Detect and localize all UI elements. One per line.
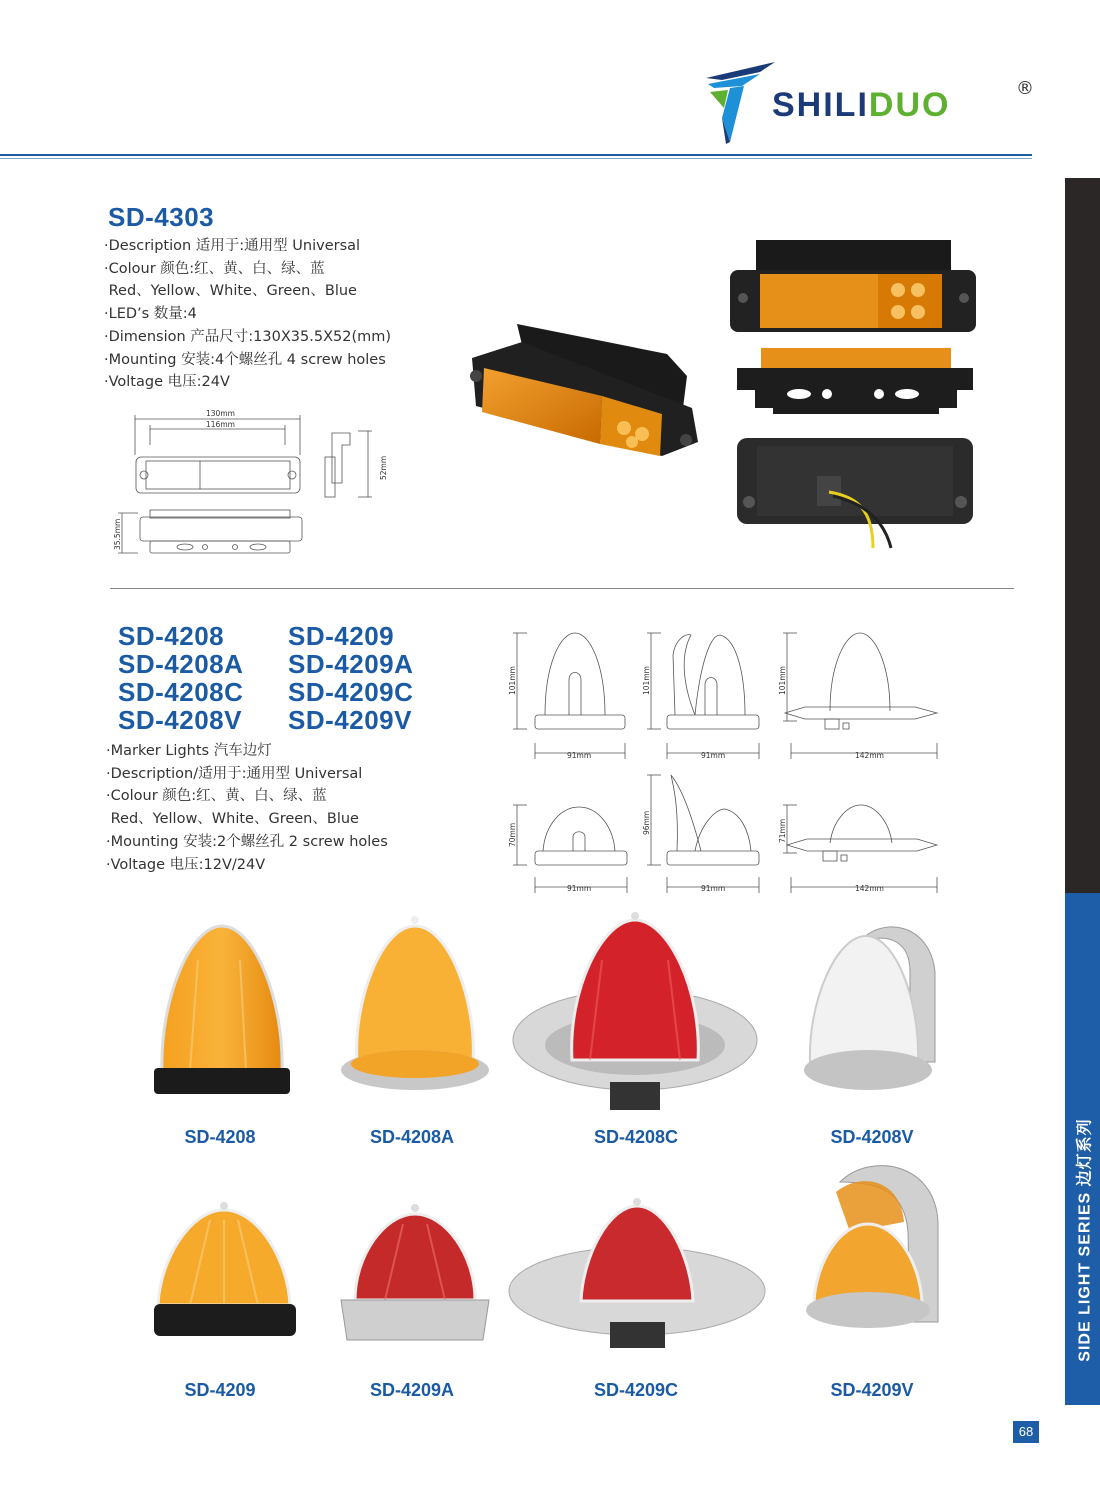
sd4303-front-photo [726,236,981,346]
caption-sd4208: SD-4208 [184,1127,256,1147]
dim-label-52: 52mm [379,455,388,480]
model-name: SD-4209 [288,621,395,651]
spec-line: ·Mounting 安装:4个螺丝孔 4 screw holes [104,351,386,368]
sd4303-main-photo [462,316,702,466]
marker-light-drawings [505,625,945,895]
sd4303-bottom-photo [733,346,978,416]
dim-label: 96mm [642,810,651,835]
model-name: SD-4208 [118,621,225,651]
dim-label: 91mm [701,884,726,893]
dim-label-116: 116mm [206,420,235,429]
dim-label: 101mm [642,666,651,695]
model-name: SD-4208C [118,677,244,707]
model-name: SD-4209A [288,649,414,679]
spec-line: Red、Yellow、White、Green、Blue [106,811,359,828]
dim-label-35: 35.5mm [113,518,122,550]
registered-mark: ® [1016,78,1034,99]
dim-label: 101mm [778,666,787,695]
header-divider [0,154,1032,156]
sd4303-technical-drawing [110,405,400,565]
product2-specs [106,740,388,876]
model-name: SD-4209C [288,677,414,707]
model-name: SD-4208V [118,705,242,735]
spec-line: ·Marker Lights 汽车边灯 [106,743,272,759]
dim-label: 91mm [567,884,592,893]
dim-label-130: 130mm [206,409,235,418]
page-number: 68 [1018,1424,1034,1439]
dim-label: 91mm [701,751,726,760]
sd4303-back-photo [733,436,978,556]
caption-sd4208v: SD-4208V [830,1127,914,1147]
spec-line: ·Description 适用于:通用型 Universal [104,238,361,254]
logo-swoosh-icon [700,58,780,148]
sd4208v-photo [800,912,950,1102]
caption-sd4208a: SD-4208A [369,1127,455,1147]
model-name: SD-4209V [288,705,412,735]
spec-line: Red、Yellow、White、Green、Blue [104,283,357,300]
side-tab-dark [1065,178,1100,893]
header-divider-thin [0,158,1032,159]
caption-sd4209v: SD-4209V [830,1380,914,1400]
sd4209c-photo [505,1196,770,1351]
spec-line: ·LED’s 数量:4 [104,306,197,323]
side-tab-label-wrap [1065,1100,1100,1380]
dim-label: 91mm [567,751,592,760]
caption-sd4208c: SD-4208C [593,1127,679,1147]
section-divider [110,588,1014,589]
spec-line: ·Description/适用于:通用型 Universal [106,765,363,782]
spec-line: ·Dimension 产品尺寸:130X35.5X52(mm) [104,328,392,345]
product1-model: SD-4303 [108,202,215,232]
brand-name-part2: DUO [868,86,951,124]
spec-line: ·Mounting 安装:2个螺丝孔 2 screw holes [106,833,388,850]
caption-sd4209a: SD-4209A [369,1380,455,1400]
page-number-box [1013,1421,1039,1443]
sd4209v-photo [800,1152,950,1352]
side-tab-label: SIDE LIGHT SERIES 边灯系列 [1076,1118,1094,1362]
caption-sd4209: SD-4209 [184,1380,256,1400]
sd4208c-photo [510,910,760,1115]
brand-name-part1: SHILI [772,86,869,124]
dim-label: 70mm [508,822,517,847]
spec-line: ·Colour 颜色:红、黄、白、绿、蓝 [104,260,325,277]
brand-logo [700,58,1040,148]
sd4208a-photo [335,912,495,1102]
dim-label: 71mm [778,818,787,843]
spec-line: ·Voltage 电压:12V/24V [106,856,266,873]
dim-label: 142mm [855,751,884,760]
product2-models-right [288,622,413,734]
sd4208-photo [150,920,295,1110]
product2-models-left [118,622,243,734]
spec-line: ·Voltage 电压:24V [104,374,230,391]
caption-sd4209c: SD-4209C [593,1380,679,1400]
spec-line: ·Colour 颜色:红、黄、白、绿、蓝 [106,788,327,805]
model-name: SD-4208A [118,649,244,679]
product1-specs [104,235,391,394]
sd4209a-photo [335,1200,495,1350]
sd4209-photo [150,1200,300,1345]
dim-label: 101mm [508,666,517,695]
dim-label: 142mm [855,884,884,893]
